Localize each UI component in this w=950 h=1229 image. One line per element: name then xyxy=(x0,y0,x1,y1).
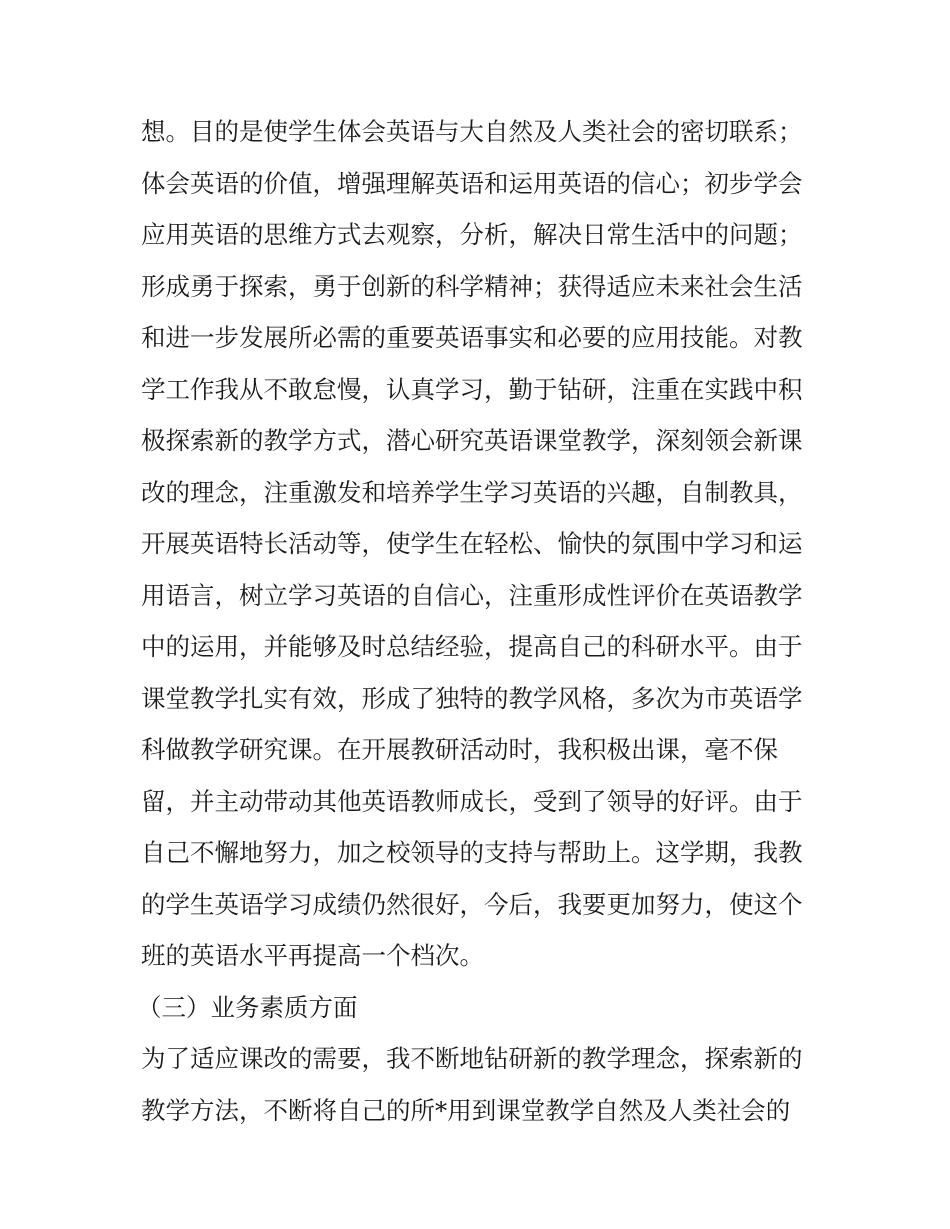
text-line: 体会英语的价值，增强理解英语和运用英语的信心；初步学会 xyxy=(141,168,803,198)
text-line: 为了适应课改的需要，我不断地钻研新的教学理念，探索新的 xyxy=(141,1044,803,1073)
text-line: 开展英语特长活动等，使学生在轻松、愉快的氛围中学习和运 xyxy=(141,529,803,558)
text-line: 课堂教学扎实有效，形成了独特的教学风格，多次为市英语学 xyxy=(141,683,803,713)
section-heading: （三）业务素质方面 xyxy=(137,992,358,1022)
text-line: 自己不懈地努力，加之校领导的支持与帮助上。这学期，我教 xyxy=(141,838,803,867)
text-line: 应用英语的思维方式去观察，分析，解决日常生活中的问题； xyxy=(141,220,803,249)
text-line: 中的运用，并能够及时总结经验，提高自己的科研水平。由于 xyxy=(141,632,803,661)
body-text xyxy=(137,106,841,1136)
text-line: 想。目的是使学生体会英语与大自然及人类社会的密切联系； xyxy=(141,117,803,146)
text-line: 学工作我从不敢怠慢，认真学习，勤于钻研，注重在实践中积 xyxy=(141,374,803,404)
text-line: 和进一步发展所必需的重要英语事实和必要的应用技能。对教 xyxy=(141,323,803,352)
text-line: 留，并主动带动其他英语教师成长，受到了领导的好评。由于 xyxy=(141,786,803,816)
text-line: 科做教学研究课。在开展教研活动时，我积极出课，毫不保 xyxy=(141,735,778,764)
text-line: 极探索新的教学方式，潜心研究英语课堂教学，深刻领会新课 xyxy=(141,426,803,455)
text-line: 班的英语水平再提高一个档次。 xyxy=(141,941,484,970)
text-line: 用语言，树立学习英语的自信心，注重形成性评价在英语教学 xyxy=(141,580,803,610)
text-line: 的学生英语学习成绩仍然很好，今后，我要更加努力，使这个 xyxy=(141,889,803,919)
text-line: 改的理念，注重激发和培养学生学习英语的兴趣，自制教具， xyxy=(141,477,803,507)
text-line: 教学方法，不断将自己的所*用到课堂教学自然及人类社会的 xyxy=(141,1095,791,1125)
text-line: 形成勇于探索，勇于创新的科学精神；获得适应未来社会生活 xyxy=(141,271,803,301)
